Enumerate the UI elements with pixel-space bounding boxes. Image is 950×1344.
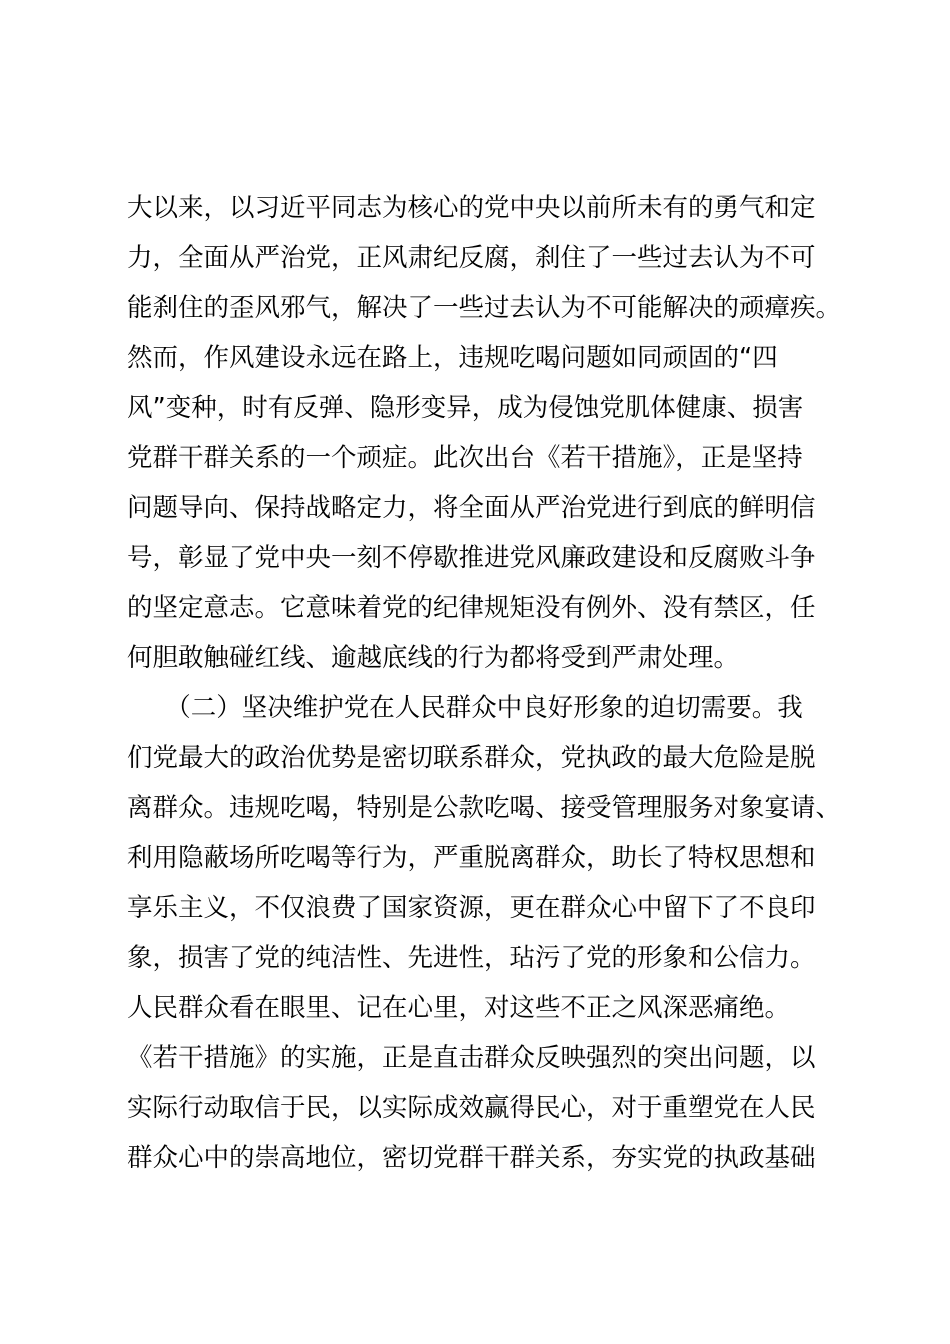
text-line-13: 离群众。违规吃喝，特别是公款吃喝、接受管理服务对象宴请、 bbox=[127, 793, 842, 823]
text-line-8: 号，彰显了党中央一刻不停歇推进党风廉政建设和反腐败斗争 bbox=[127, 543, 816, 573]
text-line-5: 风”变种，时有反弹、隐形变异，成为侵蚀党肌体健康、损害 bbox=[127, 393, 804, 423]
text-line-20: 群众心中的崇高地位，密切党群干群关系，夯实党的执政基础 bbox=[127, 1143, 816, 1173]
text-line-1: 大以来，以习近平同志为核心的党中央以前所未有的勇气和定 bbox=[127, 193, 816, 223]
body-text bbox=[127, 183, 847, 1183]
text-line-12: 们党最大的政治优势是密切联系群众，党执政的最大危险是脱 bbox=[127, 743, 816, 773]
text-line-15: 享乐主义，不仅浪费了国家资源，更在群众心中留下了不良印 bbox=[127, 893, 816, 923]
section-heading-line: （二）坚决维护党在人民群众中良好形象的迫切需要。我 bbox=[127, 693, 803, 723]
text-line-19: 实际行动取信于民，以实际成效赢得民心，对于重塑党在人民 bbox=[127, 1093, 816, 1123]
text-line-18: 《若干措施》的实施，正是直击群众反映强烈的突出问题，以 bbox=[127, 1043, 816, 1073]
text-line-7: 问题导向、保持战略定力，将全面从严治党进行到底的鲜明信 bbox=[127, 493, 816, 523]
text-line-9: 的坚定意志。它意味着党的纪律规矩没有例外、没有禁区，任 bbox=[127, 593, 816, 623]
text-line-17: 人民群众看在眼里、记在心里，对这些不正之风深恶痛绝。 bbox=[127, 993, 791, 1023]
text-line-10: 何胆敢触碰红线、逾越底线的行为都将受到严肃处理。 bbox=[127, 643, 740, 673]
text-line-6: 党群干群关系的一个顽症。此次出台《若干措施》，正是坚持 bbox=[127, 443, 803, 473]
text-line-2: 力，全面从严治党，正风肃纪反腐，刹住了一些过去认为不可 bbox=[127, 243, 816, 273]
text-line-3: 能刹住的歪风邪气，解决了一些过去认为不可能解决的顽瘴疾。 bbox=[127, 293, 842, 323]
text-line-4: 然而，作风建设永远在路上，违规吃喝问题如同顽固的“四 bbox=[127, 343, 778, 373]
text-line-14: 利用隐蔽场所吃喝等行为，严重脱离群众，助长了特权思想和 bbox=[127, 843, 816, 873]
text-line-16: 象，损害了党的纯洁性、先进性，玷污了党的形象和公信力。 bbox=[127, 943, 816, 973]
